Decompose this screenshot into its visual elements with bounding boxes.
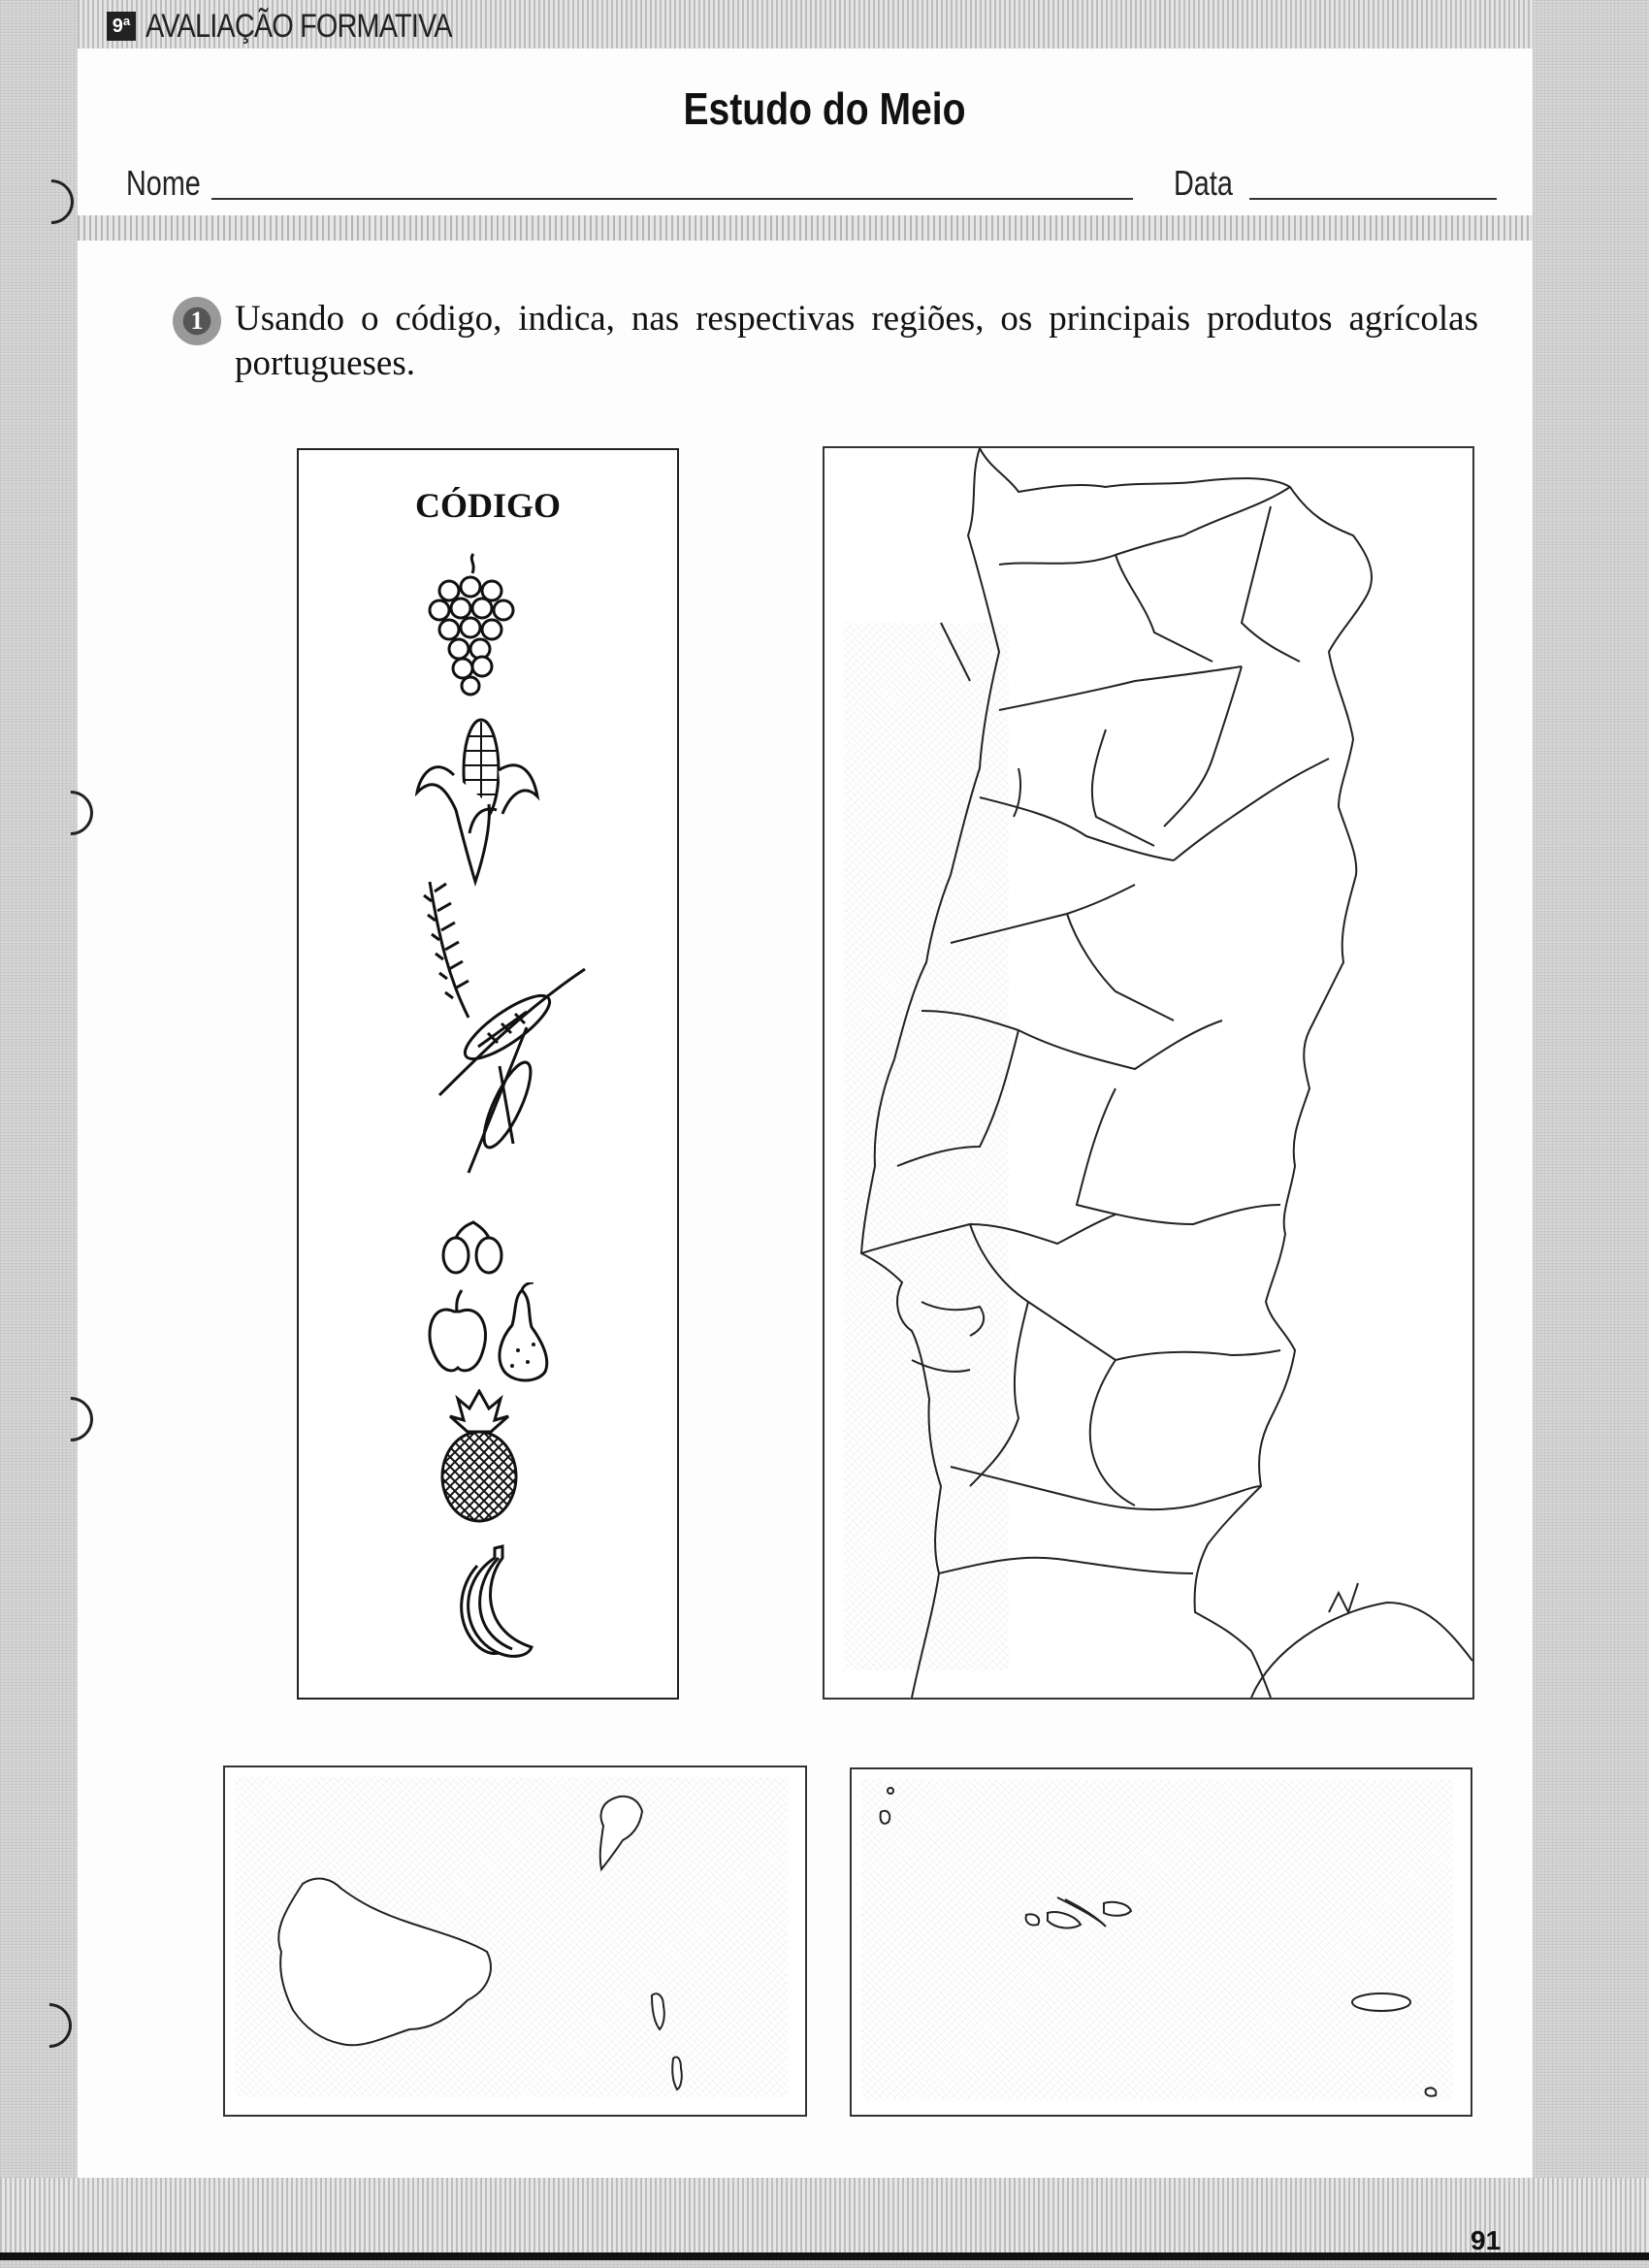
banana-icon (444, 1544, 541, 1661)
olives-icon (435, 1218, 512, 1286)
question-number: 1 (173, 297, 221, 345)
mainland-outline[interactable] (824, 448, 1472, 1698)
question-text: Usando o código, indica, nas respectivas regiões, os principais produtos agrícolas portugueses. (235, 299, 1478, 383)
page-title: Estudo do Meio (683, 83, 966, 134)
code-title: CÓDIGO (414, 486, 561, 525)
portugal-map (823, 446, 1474, 1700)
name-label: Nome (126, 163, 201, 203)
madeira-outline[interactable] (225, 1767, 805, 2115)
header-divider-band (78, 215, 1533, 241)
date-label: Data (1174, 163, 1233, 203)
corn-icon (415, 717, 541, 887)
page-number: 91 (1471, 2225, 1502, 2255)
apple-pear-icon (423, 1282, 554, 1389)
section-title: AVALIAÇÃO FORMATIVA (146, 8, 452, 45)
date-field[interactable] (1249, 198, 1497, 200)
grapes-icon (420, 552, 527, 697)
bottom-rule (0, 2252, 1649, 2260)
azores-map (850, 1767, 1472, 2117)
madeira-map (223, 1766, 807, 2117)
name-field[interactable] (211, 198, 1133, 200)
bottom-band (0, 2178, 1649, 2253)
code-legend (297, 448, 679, 1700)
wheat-icon (420, 862, 595, 1192)
section-badge: 9ª (107, 12, 136, 41)
pineapple-icon (431, 1389, 528, 1525)
azores-outline[interactable] (852, 1769, 1471, 2115)
